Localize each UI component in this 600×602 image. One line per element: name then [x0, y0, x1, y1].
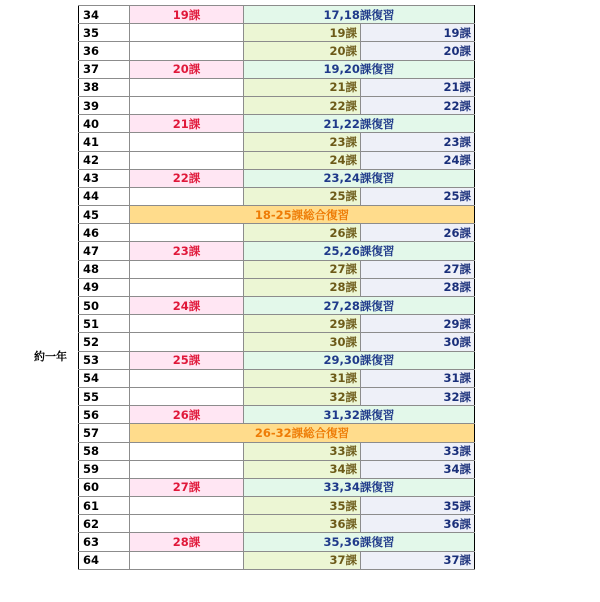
table-row	[79, 442, 475, 460]
comprehensive-review-cell: 26-32課総合復習	[130, 424, 475, 442]
study-cell-a: 34課	[244, 460, 361, 478]
review-cell: 21,22課復習	[244, 115, 475, 133]
table-row	[79, 151, 475, 169]
study-cell-a: 23課	[244, 133, 361, 151]
lesson-cell: 24課	[130, 297, 244, 315]
study-cell-b: 23課	[361, 133, 475, 151]
table-row	[79, 424, 475, 442]
empty-lesson-cell	[130, 333, 244, 351]
table-row	[79, 115, 475, 133]
row-number-cell: 51	[79, 315, 130, 333]
study-cell-b: 29課	[361, 315, 475, 333]
row-number-cell: 49	[79, 278, 130, 296]
period-label: 約一年	[34, 350, 67, 363]
row-number-cell: 47	[79, 242, 130, 260]
table-row	[79, 478, 475, 496]
study-cell-a: 35課	[244, 497, 361, 515]
row-number-cell: 55	[79, 387, 130, 405]
row-number-cell: 39	[79, 96, 130, 114]
lesson-cell: 28課	[130, 533, 244, 551]
row-number-cell: 52	[79, 333, 130, 351]
study-cell-a: 33課	[244, 442, 361, 460]
schedule-table	[78, 5, 475, 570]
table-row	[79, 187, 475, 205]
table-row	[79, 242, 475, 260]
lesson-cell: 26課	[130, 406, 244, 424]
study-cell-a: 27課	[244, 260, 361, 278]
table-row	[79, 78, 475, 96]
table-row	[79, 96, 475, 114]
empty-lesson-cell	[130, 224, 244, 242]
lesson-cell: 23課	[130, 242, 244, 260]
study-cell-a: 21課	[244, 78, 361, 96]
review-cell: 23,24課復習	[244, 169, 475, 187]
study-cell-b: 36課	[361, 515, 475, 533]
study-cell-b: 24課	[361, 151, 475, 169]
row-number-cell: 63	[79, 533, 130, 551]
row-number-cell: 54	[79, 369, 130, 387]
row-number-cell: 44	[79, 187, 130, 205]
empty-lesson-cell	[130, 78, 244, 96]
study-cell-b: 26課	[361, 224, 475, 242]
table-row	[79, 278, 475, 296]
review-cell: 17,18課復習	[244, 6, 475, 24]
row-number-cell: 57	[79, 424, 130, 442]
study-cell-b: 34課	[361, 460, 475, 478]
row-number-cell: 35	[79, 24, 130, 42]
empty-lesson-cell	[130, 260, 244, 278]
lesson-cell: 22課	[130, 169, 244, 187]
review-cell: 33,34課復習	[244, 478, 475, 496]
review-cell: 29,30課復習	[244, 351, 475, 369]
table-row	[79, 133, 475, 151]
empty-lesson-cell	[130, 460, 244, 478]
table-row	[79, 42, 475, 60]
row-number-cell: 40	[79, 115, 130, 133]
table-row	[79, 169, 475, 187]
review-cell: 31,32課復習	[244, 406, 475, 424]
empty-lesson-cell	[130, 442, 244, 460]
row-number-cell: 56	[79, 406, 130, 424]
review-cell: 27,28課復習	[244, 297, 475, 315]
row-number-cell: 50	[79, 297, 130, 315]
study-cell-a: 28課	[244, 278, 361, 296]
study-cell-b: 25課	[361, 187, 475, 205]
row-number-cell: 62	[79, 515, 130, 533]
study-cell-b: 19課	[361, 24, 475, 42]
study-cell-b: 33課	[361, 442, 475, 460]
empty-lesson-cell	[130, 42, 244, 60]
row-number-cell: 43	[79, 169, 130, 187]
empty-lesson-cell	[130, 315, 244, 333]
empty-lesson-cell	[130, 96, 244, 114]
study-cell-a: 19課	[244, 24, 361, 42]
table-row	[79, 460, 475, 478]
row-number-cell: 58	[79, 442, 130, 460]
row-number-cell: 34	[79, 6, 130, 24]
row-number-cell: 42	[79, 151, 130, 169]
lesson-cell: 19課	[130, 6, 244, 24]
table-row	[79, 551, 475, 569]
lesson-cell: 27課	[130, 478, 244, 496]
study-cell-b: 21課	[361, 78, 475, 96]
review-cell: 25,26課復習	[244, 242, 475, 260]
review-cell: 19,20課復習	[244, 60, 475, 78]
empty-lesson-cell	[130, 187, 244, 205]
table-row	[79, 369, 475, 387]
study-cell-b: 35課	[361, 497, 475, 515]
row-number-cell: 38	[79, 78, 130, 96]
table-row	[79, 260, 475, 278]
table-row	[79, 315, 475, 333]
study-cell-a: 29課	[244, 315, 361, 333]
empty-lesson-cell	[130, 551, 244, 569]
table-row	[79, 60, 475, 78]
table-row	[79, 333, 475, 351]
lesson-cell: 20課	[130, 60, 244, 78]
row-number-cell: 36	[79, 42, 130, 60]
table-row	[79, 533, 475, 551]
study-cell-a: 22課	[244, 96, 361, 114]
empty-lesson-cell	[130, 515, 244, 533]
study-cell-a: 25課	[244, 187, 361, 205]
comprehensive-review-cell: 18-25課総合復習	[130, 206, 475, 224]
table-row	[79, 387, 475, 405]
table-row	[79, 497, 475, 515]
row-number-cell: 48	[79, 260, 130, 278]
empty-lesson-cell	[130, 151, 244, 169]
lesson-cell: 21課	[130, 115, 244, 133]
row-number-cell: 37	[79, 60, 130, 78]
row-number-cell: 45	[79, 206, 130, 224]
row-number-cell: 64	[79, 551, 130, 569]
study-cell-b: 30課	[361, 333, 475, 351]
study-cell-b: 28課	[361, 278, 475, 296]
table-row	[79, 24, 475, 42]
empty-lesson-cell	[130, 278, 244, 296]
empty-lesson-cell	[130, 369, 244, 387]
study-cell-a: 26課	[244, 224, 361, 242]
study-cell-a: 32課	[244, 387, 361, 405]
row-number-cell: 53	[79, 351, 130, 369]
table-row	[79, 406, 475, 424]
study-cell-b: 32課	[361, 387, 475, 405]
study-cell-a: 20課	[244, 42, 361, 60]
study-cell-b: 20課	[361, 42, 475, 60]
study-cell-a: 37課	[244, 551, 361, 569]
table-row	[79, 6, 475, 24]
row-number-cell: 59	[79, 460, 130, 478]
study-cell-b: 37課	[361, 551, 475, 569]
study-cell-b: 31課	[361, 369, 475, 387]
table-row	[79, 515, 475, 533]
row-number-cell: 41	[79, 133, 130, 151]
review-cell: 35,36課復習	[244, 533, 475, 551]
study-cell-b: 27課	[361, 260, 475, 278]
study-cell-a: 30課	[244, 333, 361, 351]
study-cell-b: 22課	[361, 96, 475, 114]
row-number-cell: 46	[79, 224, 130, 242]
table-row	[79, 297, 475, 315]
study-cell-a: 36課	[244, 515, 361, 533]
row-number-cell: 60	[79, 478, 130, 496]
study-cell-a: 31課	[244, 369, 361, 387]
lesson-cell: 25課	[130, 351, 244, 369]
study-cell-a: 24課	[244, 151, 361, 169]
empty-lesson-cell	[130, 387, 244, 405]
empty-lesson-cell	[130, 24, 244, 42]
table-row	[79, 206, 475, 224]
empty-lesson-cell	[130, 497, 244, 515]
row-number-cell: 61	[79, 497, 130, 515]
table-row	[79, 224, 475, 242]
table-row	[79, 351, 475, 369]
empty-lesson-cell	[130, 133, 244, 151]
